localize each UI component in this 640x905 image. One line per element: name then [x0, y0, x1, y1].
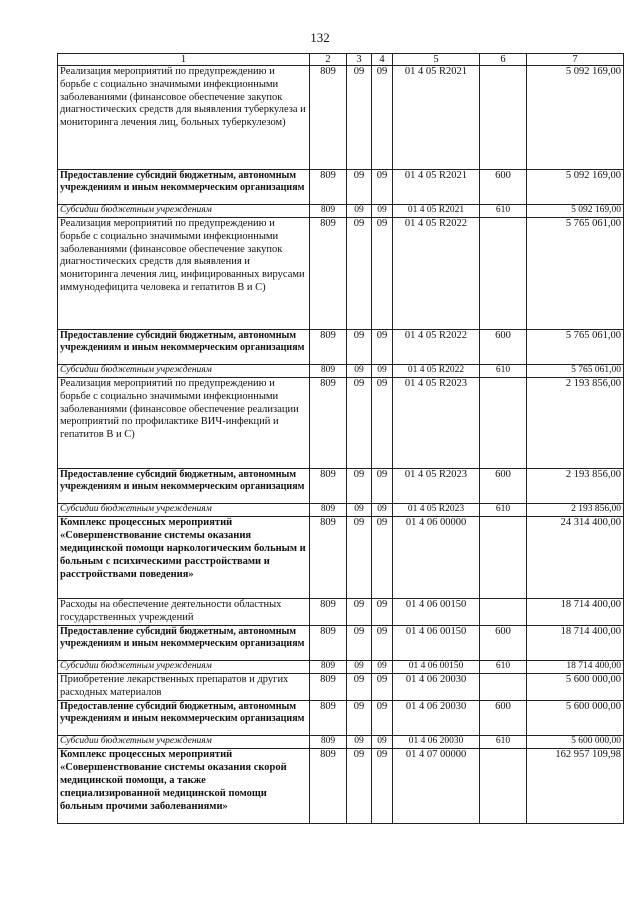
expense-type-cell: 600	[480, 469, 527, 504]
expense-type-cell: 600	[480, 170, 527, 205]
table-row	[58, 626, 624, 661]
target-article-cell: 01 4 06 00150	[393, 626, 480, 661]
amount-cell: 2 193 856,00	[527, 469, 624, 504]
section-cell: 09	[347, 469, 372, 504]
column-number: 3	[347, 54, 372, 66]
admin-code-cell: 809	[310, 661, 347, 674]
name-cell: Реализация мероприятий по предупреждению и борьбе с социально значимыми инфекционными заболеваниями (финансовое обеспечение реализации мероприятий по профилактике ВИЧ-инфекций и гепатитов В и С)	[58, 378, 310, 469]
target-article-cell: 01 4 05 R2022	[393, 218, 480, 330]
target-article-cell: 01 4 07 00000	[393, 749, 480, 824]
expense-type-cell	[480, 218, 527, 330]
table-row	[58, 701, 624, 736]
admin-code-cell: 809	[310, 736, 347, 749]
amount-cell: 162 957 109,98	[527, 749, 624, 824]
column-number: 2	[310, 54, 347, 66]
section-cell: 09	[347, 736, 372, 749]
admin-code-cell: 809	[310, 469, 347, 504]
section-cell: 09	[347, 66, 372, 170]
amount-cell: 5 092 169,00	[527, 170, 624, 205]
admin-code-cell: 809	[310, 170, 347, 205]
table-row	[58, 599, 624, 626]
amount-cell: 24 314 400,00	[527, 517, 624, 599]
column-numbers-row	[58, 54, 624, 66]
admin-code-cell: 809	[310, 749, 347, 824]
table-row	[58, 378, 624, 469]
section-cell: 09	[347, 626, 372, 661]
name-cell: Субсидии бюджетным учреждениям	[58, 504, 310, 517]
expense-type-cell: 600	[480, 701, 527, 736]
amount-cell: 18 714 400,00	[527, 626, 624, 661]
name-cell: Реализация мероприятий по предупреждению и борьбе с социально значимыми инфекционными заболеваниями (финансовое обеспечение закупок диагностических средств для выявления туберкулеза и мониторинга лечения лиц, больных туберкулезом)	[58, 66, 310, 170]
column-number: 6	[480, 54, 527, 66]
expense-type-cell: 600	[480, 626, 527, 661]
table-row	[58, 205, 624, 218]
amount-cell: 18 714 400,00	[527, 599, 624, 626]
admin-code-cell: 809	[310, 674, 347, 701]
name-cell: Реализация мероприятий по предупреждению и борьбе с социально значимыми инфекционными заболеваниями (финансовое обеспечение закупок диагностических средств для выявления и мониторинга лечения лиц, инфицированных вирусами иммунодефицита человека и гепатитов В и С)	[58, 218, 310, 330]
admin-code-cell: 809	[310, 626, 347, 661]
section-cell: 09	[347, 378, 372, 469]
expense-type-cell	[480, 749, 527, 824]
name-cell: Предоставление субсидий бюджетным, автономным учреждениям и иным некоммерческим организациям	[58, 330, 310, 365]
target-article-cell: 01 4 06 20030	[393, 674, 480, 701]
target-article-cell: 01 4 06 00150	[393, 599, 480, 626]
expense-type-cell	[480, 66, 527, 170]
subsection-cell: 09	[372, 365, 393, 378]
name-cell: Субсидии бюджетным учреждениям	[58, 365, 310, 378]
expense-type-cell: 610	[480, 736, 527, 749]
column-number: 1	[58, 54, 310, 66]
subsection-cell: 09	[372, 205, 393, 218]
section-cell: 09	[347, 504, 372, 517]
target-article-cell: 01 4 06 00000	[393, 517, 480, 599]
section-cell: 09	[347, 661, 372, 674]
amount-cell: 2 193 856,00	[527, 378, 624, 469]
table-body	[58, 66, 624, 824]
subsection-cell: 09	[372, 170, 393, 205]
target-article-cell: 01 4 06 20030	[393, 701, 480, 736]
budget-table	[57, 53, 624, 824]
expense-type-cell	[480, 674, 527, 701]
expense-type-cell	[480, 378, 527, 469]
subsection-cell: 09	[372, 378, 393, 469]
amount-cell: 5 765 061,00	[527, 330, 624, 365]
amount-cell: 5 765 061,00	[527, 218, 624, 330]
subsection-cell: 09	[372, 330, 393, 365]
target-article-cell: 01 4 05 R2023	[393, 504, 480, 517]
expense-type-cell: 610	[480, 365, 527, 378]
admin-code-cell: 809	[310, 517, 347, 599]
table-row	[58, 517, 624, 599]
amount-cell: 5 600 000,00	[527, 701, 624, 736]
subsection-cell: 09	[372, 504, 393, 517]
table-row	[58, 504, 624, 517]
name-cell: Субсидии бюджетным учреждениям	[58, 736, 310, 749]
target-article-cell: 01 4 05 R2023	[393, 469, 480, 504]
subsection-cell: 09	[372, 749, 393, 824]
subsection-cell: 09	[372, 517, 393, 599]
expense-type-cell	[480, 517, 527, 599]
admin-code-cell: 809	[310, 365, 347, 378]
name-cell: Приобретение лекарственных препаратов и других расходных материалов	[58, 674, 310, 701]
target-article-cell: 01 4 05 R2021	[393, 170, 480, 205]
section-cell: 09	[347, 701, 372, 736]
section-cell: 09	[347, 749, 372, 824]
section-cell: 09	[347, 365, 372, 378]
subsection-cell: 09	[372, 66, 393, 170]
subsection-cell: 09	[372, 626, 393, 661]
target-article-cell: 01 4 06 20030	[393, 736, 480, 749]
name-cell: Предоставление субсидий бюджетным, автономным учреждениям и иным некоммерческим организациям	[58, 170, 310, 205]
column-number: 4	[372, 54, 393, 66]
target-article-cell: 01 4 06 00150	[393, 661, 480, 674]
section-cell: 09	[347, 218, 372, 330]
admin-code-cell: 809	[310, 701, 347, 736]
target-article-cell: 01 4 05 R2021	[393, 205, 480, 218]
table-row	[58, 674, 624, 701]
admin-code-cell: 809	[310, 218, 347, 330]
admin-code-cell: 809	[310, 330, 347, 365]
section-cell: 09	[347, 517, 372, 599]
admin-code-cell: 809	[310, 599, 347, 626]
subsection-cell: 09	[372, 736, 393, 749]
section-cell: 09	[347, 170, 372, 205]
amount-cell: 18 714 400,00	[527, 661, 624, 674]
table-row	[58, 469, 624, 504]
amount-cell: 5 765 061,00	[527, 365, 624, 378]
expense-type-cell: 610	[480, 205, 527, 218]
subsection-cell: 09	[372, 661, 393, 674]
table-row	[58, 749, 624, 824]
admin-code-cell: 809	[310, 205, 347, 218]
column-number: 7	[527, 54, 624, 66]
subsection-cell: 09	[372, 701, 393, 736]
subsection-cell: 09	[372, 599, 393, 626]
name-cell: Комплекс процессных мероприятий «Совершенствование системы оказания медицинской помощи наркологическим больным и больным с психическими расстройствами и расстройствами поведения»	[58, 517, 310, 599]
subsection-cell: 09	[372, 674, 393, 701]
name-cell: Субсидии бюджетным учреждениям	[58, 205, 310, 218]
subsection-cell: 09	[372, 469, 393, 504]
table-row	[58, 330, 624, 365]
table-row	[58, 661, 624, 674]
subsection-cell: 09	[372, 218, 393, 330]
target-article-cell: 01 4 05 R2022	[393, 330, 480, 365]
expense-type-cell: 610	[480, 504, 527, 517]
amount-cell: 5 092 169,00	[527, 66, 624, 170]
section-cell: 09	[347, 599, 372, 626]
section-cell: 09	[347, 674, 372, 701]
table-row	[58, 365, 624, 378]
table-row	[58, 736, 624, 749]
table-row	[58, 66, 624, 170]
target-article-cell: 01 4 05 R2021	[393, 66, 480, 170]
table-row	[58, 170, 624, 205]
amount-cell: 5 600 000,00	[527, 736, 624, 749]
name-cell: Субсидии бюджетным учреждениям	[58, 661, 310, 674]
amount-cell: 2 193 856,00	[527, 504, 624, 517]
amount-cell: 5 600 000,00	[527, 674, 624, 701]
admin-code-cell: 809	[310, 378, 347, 469]
name-cell: Комплекс процессных мероприятий «Совершенствование системы оказания скорой медицинской помощи, а также специализированной медицинской помощи больным прочими заболеваниями»	[58, 749, 310, 824]
target-article-cell: 01 4 05 R2022	[393, 365, 480, 378]
name-cell: Предоставление субсидий бюджетным, автономным учреждениям и иным некоммерческим организациям	[58, 469, 310, 504]
amount-cell: 5 092 169,00	[527, 205, 624, 218]
admin-code-cell: 809	[310, 504, 347, 517]
admin-code-cell: 809	[310, 66, 347, 170]
section-cell: 09	[347, 330, 372, 365]
expense-type-cell: 610	[480, 661, 527, 674]
expense-type-cell: 600	[480, 330, 527, 365]
name-cell: Предоставление субсидий бюджетным, автономным учреждениям и иным некоммерческим организациям	[58, 701, 310, 736]
column-number: 5	[393, 54, 480, 66]
name-cell: Расходы на обеспечение деятельности областных государственных учреждений	[58, 599, 310, 626]
target-article-cell: 01 4 05 R2023	[393, 378, 480, 469]
section-cell: 09	[347, 205, 372, 218]
table-row	[58, 218, 624, 330]
expense-type-cell	[480, 599, 527, 626]
name-cell: Предоставление субсидий бюджетным, автономным учреждениям и иным некоммерческим организациям	[58, 626, 310, 661]
page-number: 132	[310, 30, 330, 45]
